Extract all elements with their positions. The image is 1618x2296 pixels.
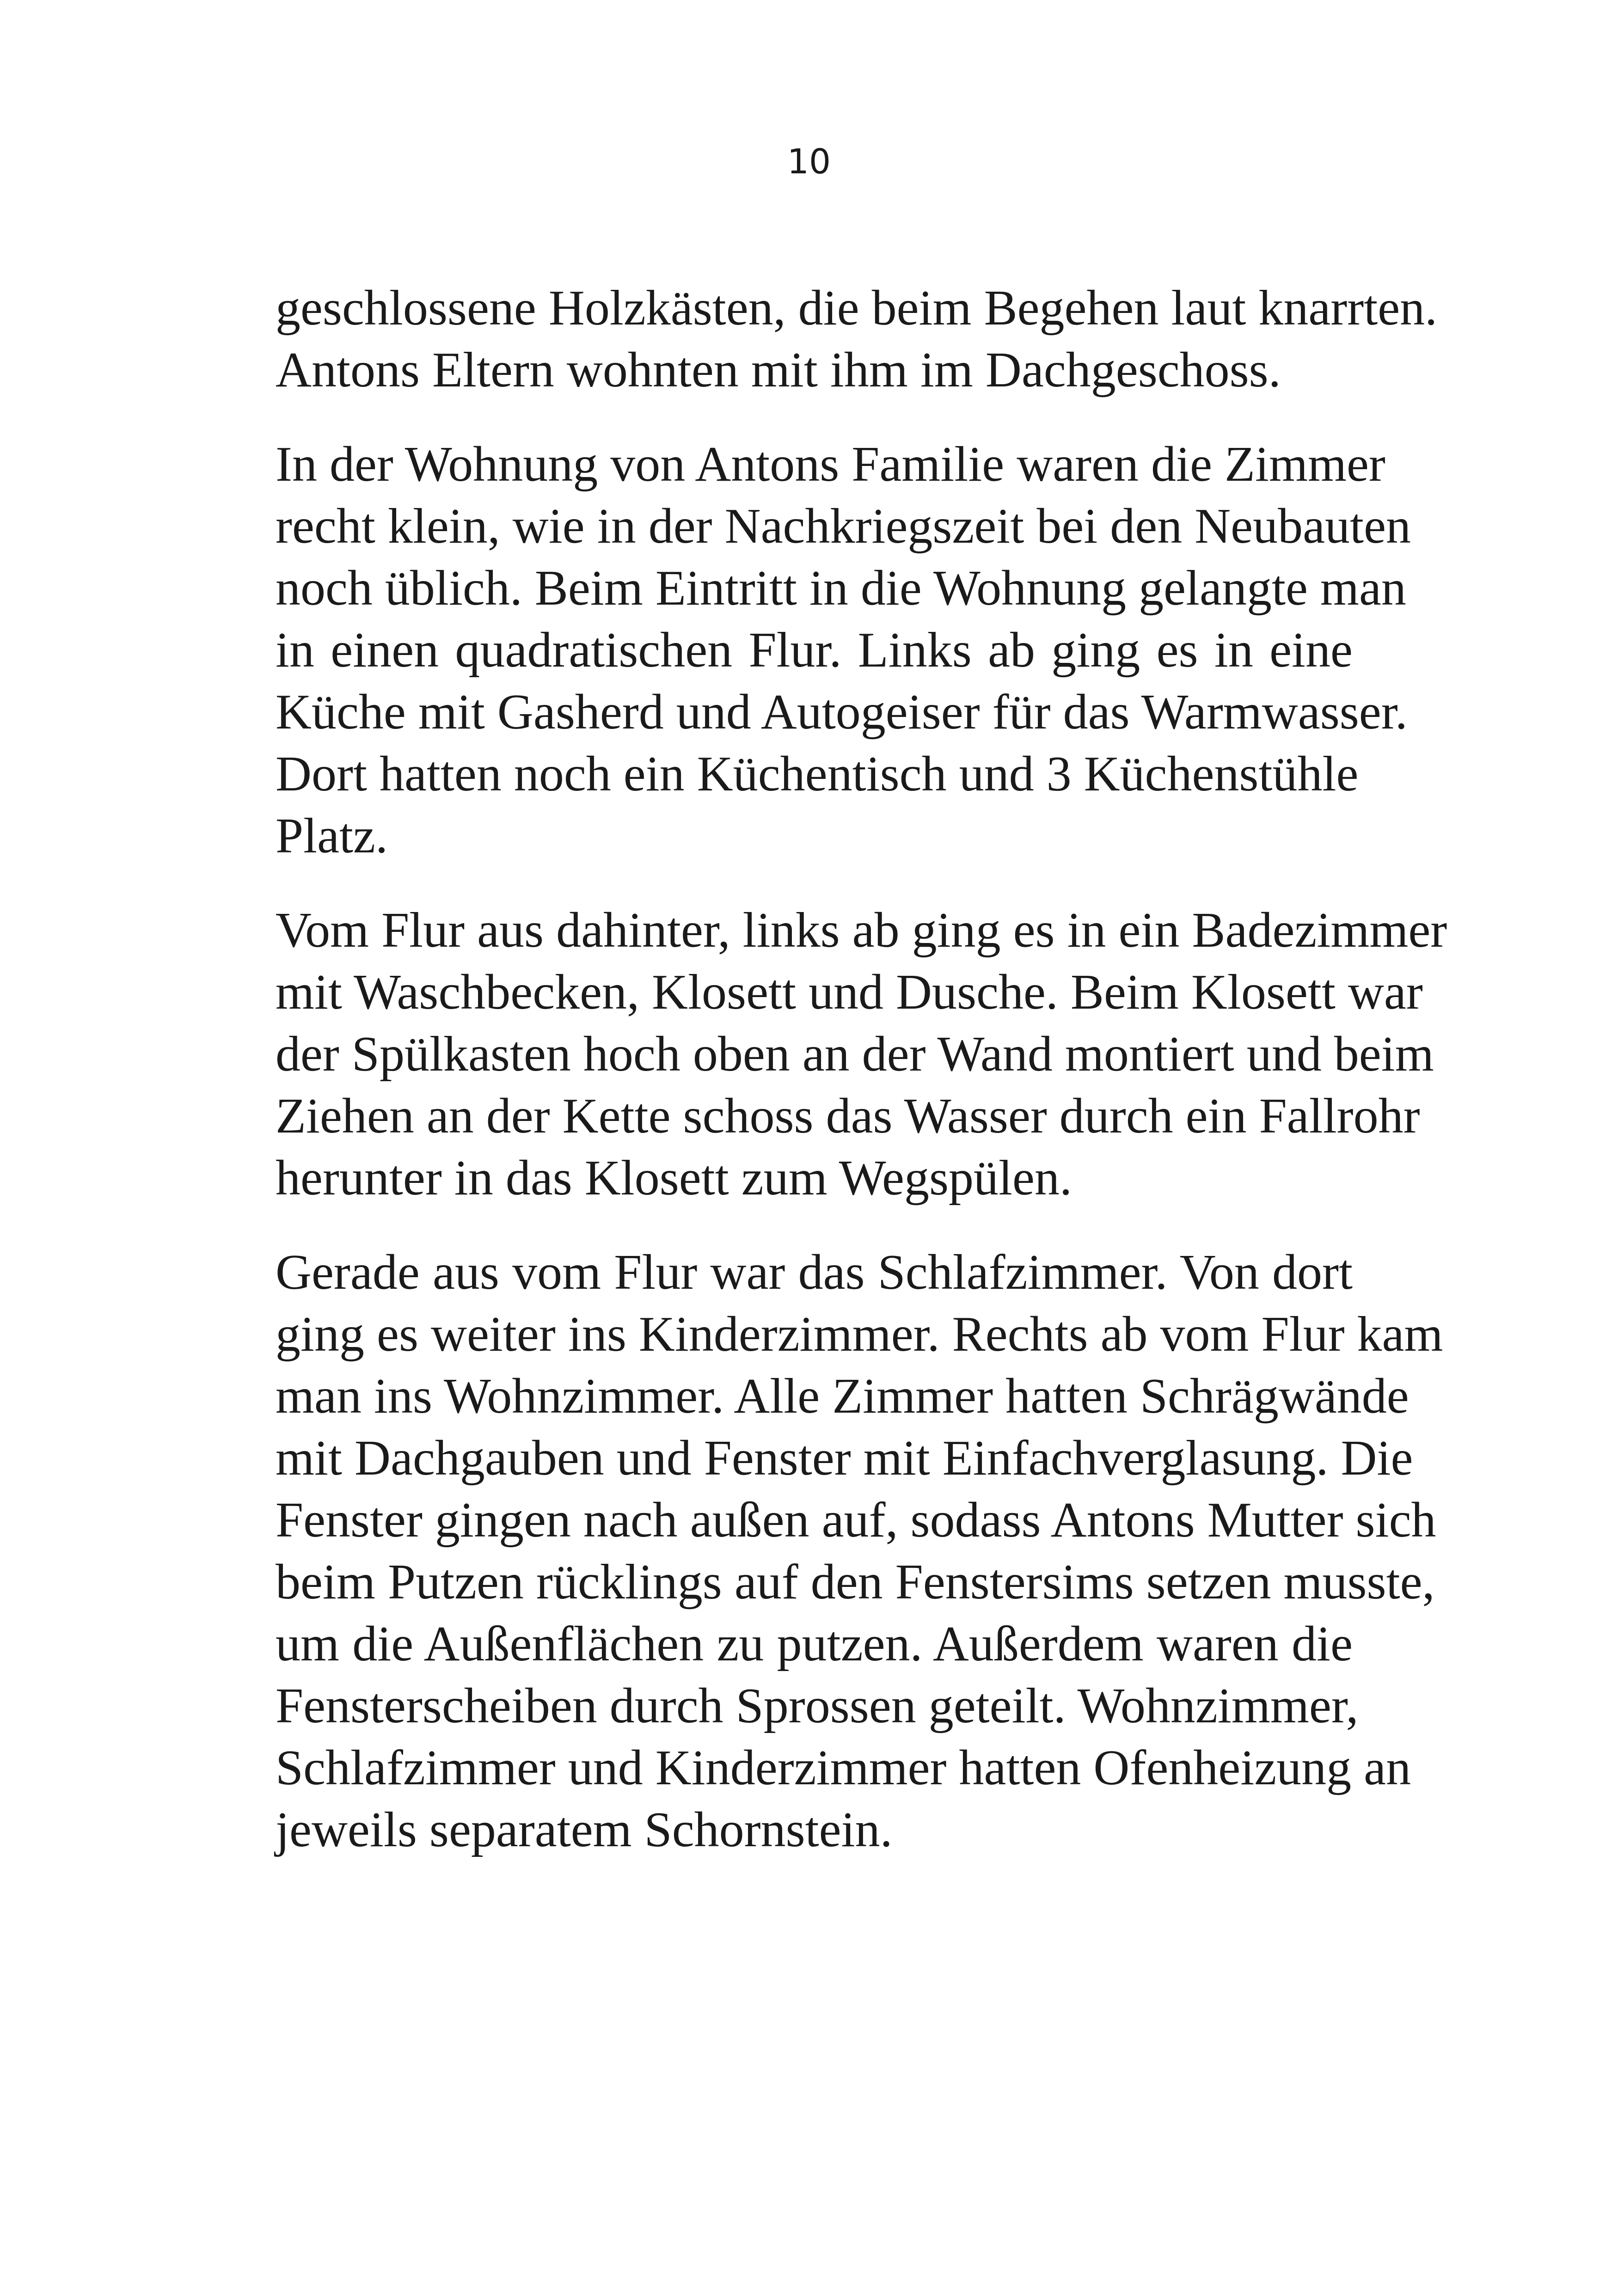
text-line: um die Außenflächen zu putzen. Außerdem waren die <box>276 1616 1353 1671</box>
paragraph-3 <box>276 900 1447 1209</box>
text-line: Küche mit Gasherd und Autogeiser für das Warmwasser. <box>276 685 1408 740</box>
text-line: Platz. <box>276 808 388 863</box>
text-line: mit Dachgauben und Fenster mit Einfachverglasung. Die <box>276 1431 1413 1486</box>
text-line: noch üblich. Beim Eintritt in die Wohnung gelangte man <box>276 561 1406 616</box>
paragraph-4 <box>276 1242 1443 1861</box>
text-line: Fenster gingen nach außen auf, sodass Antons Mutter sich <box>276 1493 1436 1548</box>
text-line: jeweils separatem Schornstein. <box>276 1802 893 1857</box>
paragraph-1 <box>276 277 1438 401</box>
text-line: In der Wohnung von Antons Familie waren die Zimmer <box>276 437 1385 492</box>
text-line: Schlafzimmer und Kinderzimmer hatten Ofenheizung an <box>276 1740 1411 1795</box>
text-line: herunter in das Klosett zum Wegspülen. <box>276 1151 1072 1206</box>
text-line: Dort hatten noch ein Küchentisch und 3 Küchenstühle <box>276 747 1359 802</box>
text-line: Antons Eltern wohnten mit ihm im Dachgeschoss. <box>276 343 1281 398</box>
paragraph-2 <box>276 434 1411 867</box>
text-line: Ziehen an der Kette schoss das Wasser durch ein Fallrohr <box>276 1089 1420 1144</box>
text-line: mit Waschbecken, Klosett und Dusche. Beim Klosett war <box>276 965 1423 1020</box>
text-line: beim Putzen rücklings auf den Fenstersims setzen musste, <box>276 1555 1435 1610</box>
text-line: in einen quadratischen Flur. Links ab ging es in eine <box>276 623 1353 678</box>
text-line: man ins Wohnzimmer. Alle Zimmer hatten Schrägwände <box>276 1369 1409 1424</box>
page-number: 10 <box>787 142 831 182</box>
text-line: ging es weiter ins Kinderzimmer. Rechts ab vom Flur kam <box>276 1307 1443 1362</box>
text-line: Gerade aus vom Flur war das Schlafzimmer. Von dort <box>276 1245 1353 1300</box>
body-text <box>276 277 1447 1893</box>
text-line: Fensterscheiben durch Sprossen geteilt. Wohnzimmer, <box>276 1678 1359 1733</box>
text-line: geschlossene Holzkästen, die beim Begehen laut knarrten. <box>276 281 1438 336</box>
text-line: der Spülkasten hoch oben an der Wand montiert und beim <box>276 1027 1434 1082</box>
text-line: recht klein, wie in der Nachkriegszeit bei den Neubauten <box>276 499 1411 554</box>
text-line: Vom Flur aus dahinter, links ab ging es in ein Badezimmer <box>276 903 1447 958</box>
